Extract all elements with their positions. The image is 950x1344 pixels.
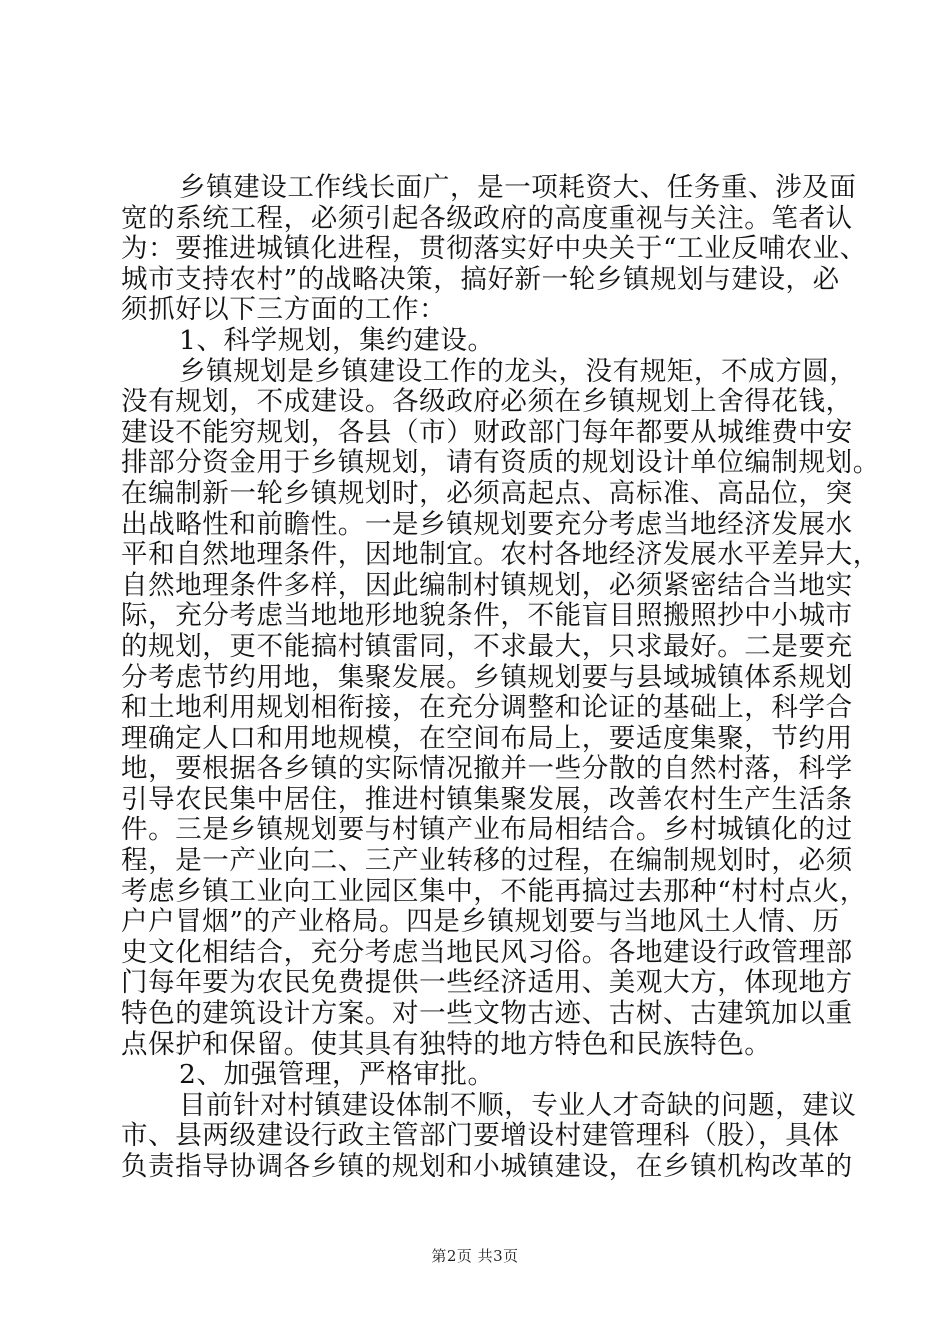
text-line: 户户冒烟”的产业格局。四是乡镇规划要与当地风土人情、历 [121,906,840,938]
text-line: 乡镇规划是乡镇建设工作的龙头，没有规矩，不成方圆， [179,355,857,387]
paragraph [121,326,833,357]
text-line: 2、加强管理，严格审批。 [179,1059,495,1091]
text-line: 须抓好以下三方面的工作： [121,294,447,326]
page-footer: 第2页 共3页 [431,1247,519,1265]
text-line: 乡镇建设工作线长面广，是一项耗资大、任务重、涉及面 [179,172,857,203]
paragraph [121,355,880,1061]
text-line: 自然地理条件多样，因此编制村镇规划，必须紧密结合当地实 [121,569,853,601]
text-line: 理确定人口和用地规模，在空间布局上，要适度集聚，节约用 [121,722,853,754]
text-line: 出战略性和前瞻性。一是乡镇规划要充分考虑当地经济发展水 [121,508,853,540]
text-line: 程，是一产业向二、三产业转移的过程，在编制规划时，必须 [121,845,853,877]
text-line: 目前针对村镇建设体制不顺，专业人才奇缺的问题，建议 [179,1089,857,1121]
text-line: 为：要推进城镇化进程，贯彻落实好中央关于“工业反哺农业、 [121,233,867,265]
text-line: 和土地利用规划相衔接，在充分调整和论证的基础上，科学合 [121,692,853,724]
text-line: 平和自然地理条件，因地制宜。农村各地经济发展水平差异大， [121,539,880,571]
text-line: 际，充分考虑当地地形地貌条件，不能盲目照搬照抄中小城市 [121,600,853,632]
text-line: 点保护和保留。使其具有独特的地方特色和民族特色。 [121,1028,772,1060]
text-line: 城市支持农村”的战略决策，搞好新一轮乡镇规划与建设，必 [121,263,840,295]
text-line: 建设不能穷规划，各县（市）财政部门每年都要从城维费中安 [121,416,853,448]
paragraph [121,172,867,326]
text-line: 1、科学规划，集约建设。 [179,324,495,356]
text-line: 史文化相结合，充分考虑当地民风习俗。各地建设行政管理部 [121,936,853,968]
paragraph [121,1060,833,1091]
text-line: 宽的系统工程，必须引起各级政府的高度重视与关注。笔者认 [121,202,853,234]
text-line: 排部分资金用于乡镇规划，请有资质的规划设计单位编制规划。 [121,447,880,479]
text-line: 特色的建筑设计方案。对一些文物古迹、古树、古建筑加以重 [121,998,853,1030]
text-line: 门每年要为农民免费提供一些经济适用、美观大方，体现地方 [121,967,853,999]
text-line: 引导农民集中居住，推进村镇集聚发展，改善农村生产生活条 [121,783,853,815]
document-body [121,172,880,1183]
text-line: 的规划，更不能搞村镇雷同，不求最大，只求最好。二是要充 [121,630,853,662]
text-line: 没有规划，不成建设。各级政府必须在乡镇规划上舍得花钱， [121,386,853,418]
text-line: 件。三是乡镇规划要与村镇产业布局相结合。乡村城镇化的过 [121,814,853,846]
text-line: 在编制新一轮乡镇规划时，必须高起点、高标准、高品位，突 [121,477,853,509]
paragraph [121,1089,857,1183]
text-line: 地，要根据各乡镇的实际情况撤并一些分散的自然村落，科学 [121,753,853,785]
text-line: 考虑乡镇工业向工业园区集中，不能再搞过去那种“村村点火， [121,875,867,907]
text-line: 市、县两级建设行政主管部门要增设村建管理科（股），具体 [121,1120,840,1152]
text-line: 负责指导协调各乡镇的规划和小城镇建设，在乡镇机构改革的 [121,1151,853,1182]
text-line: 分考虑节约用地，集聚发展。乡镇规划要与县域城镇体系规划 [121,661,853,693]
